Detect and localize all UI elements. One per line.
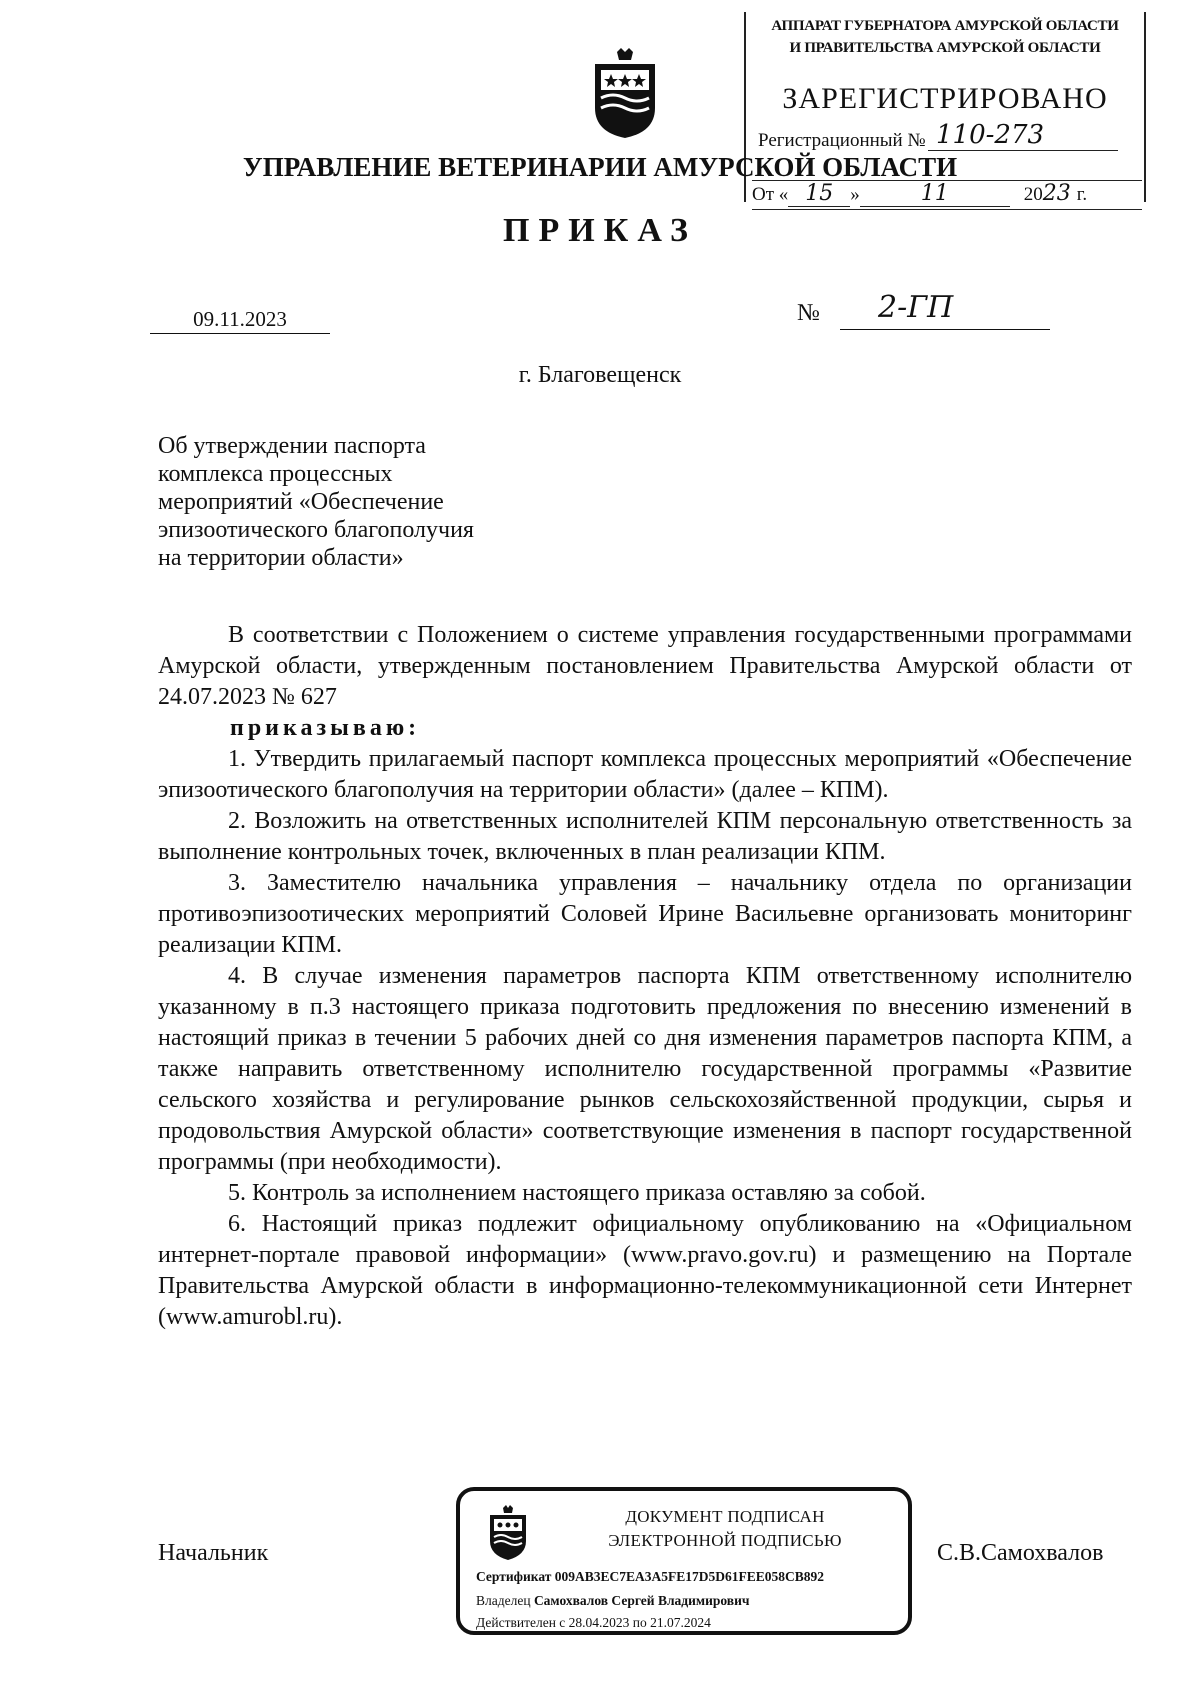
- subject-line: Об утверждении паспорта: [158, 433, 426, 459]
- stamp-year-suffix: 23: [1042, 181, 1071, 206]
- city: г. Благовещенск: [518, 362, 682, 388]
- order-number: 2-ГП: [840, 290, 1050, 330]
- esign-certificate: Сертификат 009AB3EC7EA3A5FE17D5D61FEE058CB892: [476, 1569, 825, 1584]
- order-item-4: 4. В случае изменения параметров паспорта КПМ ответственному исполнителю указанному в п.3 настоящего приказа подготовить предложения по внесению изменений в настоящий приказ в течении 5 рабочих дней со дня изменения параметров паспорта КПМ, а также направить ответственному исполнителю государственной программы «Развитие сельского хозяйства и регулирование рынков сельскохозяйственной продукции, сырья и продовольствия Амурской области» соответствующие изменения в паспорт государственной программы (при необходимости).: [158, 963, 1132, 1175]
- stamp-title: ЗАРЕГИСТРИРОВАНО: [782, 82, 1108, 115]
- order-number-label: №: [797, 300, 820, 326]
- stamp-month: 11: [860, 181, 1010, 207]
- order-word: приказываю:: [230, 715, 421, 741]
- esign-heading-1: ДОКУМЕНТ ПОДПИСАН: [625, 1507, 825, 1526]
- esign-validity-row: [476, 1615, 711, 1631]
- signatory-name: С.В.Самохвалов: [937, 1540, 1104, 1566]
- esign-emblem-icon: [486, 1505, 530, 1561]
- stamp-from-label: От «: [752, 184, 789, 205]
- order-item-3: 3. Заместителю начальника управления – начальнику отдела по организации противоэпизоотических мероприятий Соловей Ирине Васильевне организовать мониторинг реализации КПМ.: [158, 870, 1132, 958]
- organization-name: УПРАВЛЕНИЕ ВЕТЕРИНАРИИ АМУРСКОЙ ОБЛАСТИ: [242, 152, 958, 182]
- esign-heading-2: ЭЛЕКТРОННОЙ ПОДПИСЬЮ: [608, 1531, 842, 1550]
- esign-owner: Самохвалов Сергей Владимирович: [533, 1593, 750, 1608]
- order-item-1: 1. Утвердить прилагаемый паспорт комплекса процессных мероприятий «Обеспечение эпизоотического благополучия на территории области» (далее – КПМ).: [158, 746, 1132, 803]
- coat-of-arms-emblem: [587, 46, 663, 140]
- stamp-date-row: [752, 180, 1142, 210]
- order-item-6: 6. Настоящий приказ подлежит официальному опубликованию на «Официальном интернет-портале правовой информации» (www.pravo.gov.ru) и размещению на Портале Правительства Амурской области в информационно-телекоммуникационной сети Интернет (www.amurobl.ru).: [158, 1211, 1132, 1330]
- esign-owner-row: [476, 1593, 749, 1609]
- signatory-title: Начальник: [158, 1540, 269, 1566]
- stamp-year-prefix: 20: [1023, 184, 1043, 205]
- order-body: [158, 620, 1132, 1333]
- subject-line: на территории области»: [158, 545, 404, 571]
- stamp-authority-line2: И ПРАВИТЕЛЬСТВА АМУРСКОЙ ОБЛАСТИ: [789, 40, 1101, 56]
- stamp-day: 15: [788, 181, 850, 207]
- esign-valid-to-label: по: [632, 1615, 647, 1630]
- subject-line: мероприятий «Обеспечение: [158, 489, 444, 515]
- order-date: 09.11.2023: [150, 307, 330, 334]
- esign-owner-label: Владелец: [476, 1593, 531, 1608]
- electronic-signature-stamp: [456, 1487, 912, 1635]
- subject-line: комплекса процессных: [158, 461, 393, 487]
- stamp-reg-label: Регистрационный №: [758, 130, 926, 151]
- stamp-month-sep: »: [850, 184, 860, 205]
- order-item-5: 5. Контроль за исполнением настоящего приказа оставляю за собой.: [228, 1180, 926, 1206]
- stamp-reg-number-value: 110-273: [936, 120, 1045, 150]
- esign-valid-to: 21.07.2024: [650, 1615, 711, 1630]
- stamp-authority-line1: АППАРАТ ГУБЕРНАТОРА АМУРСКОЙ ОБЛАСТИ: [771, 18, 1119, 34]
- stamp-year-unit: г.: [1076, 184, 1088, 205]
- esign-valid-label: Действителен с: [476, 1615, 566, 1630]
- order-subject: [158, 432, 598, 572]
- order-item-2: 2. Возложить на ответственных исполнителей КПМ персональную ответственность за выполнение контрольных точек, включенных в план реализации КПМ.: [158, 808, 1132, 865]
- subject-line: эпизоотического благополучия: [158, 517, 474, 543]
- esign-valid-from: 28.04.2023: [568, 1615, 630, 1630]
- preamble: В соответствии с Положением о системе управления государственными программами Амурской области, утвержденным постановлением Правительства Амурской области от 24.07.2023 № 627: [158, 622, 1132, 710]
- document-type: ПРИКАЗ: [503, 212, 697, 249]
- stamp-reg-number: [928, 120, 1118, 151]
